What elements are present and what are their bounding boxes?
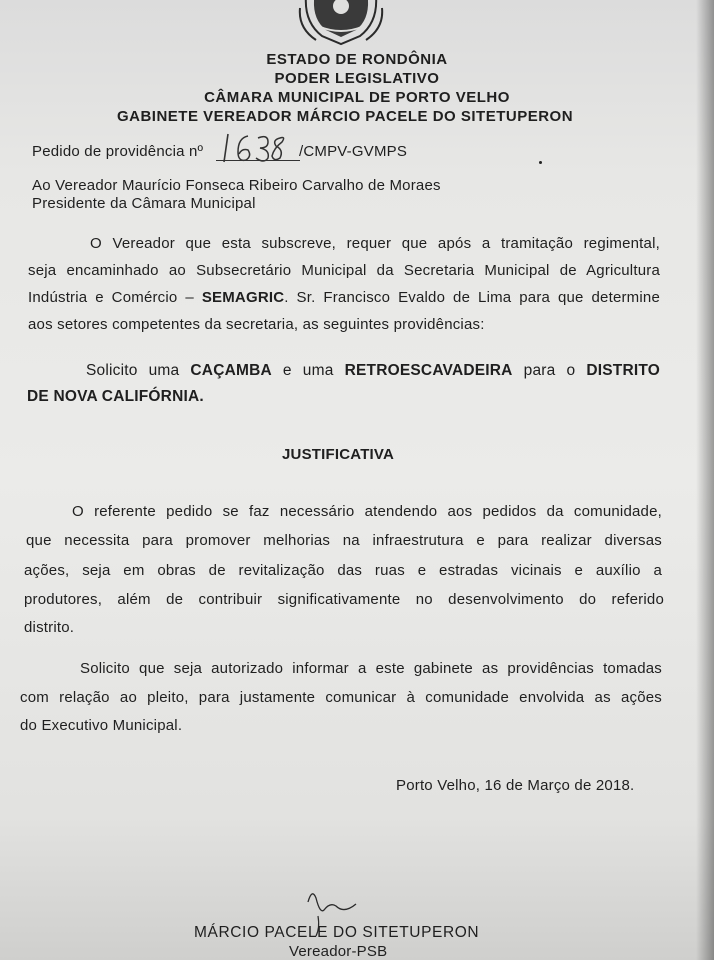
- page-edge-shadow: [696, 0, 714, 960]
- coat-of-arms-icon: [296, 0, 386, 48]
- header-chamber: CÂMARA MUNICIPAL DE PORTO VELHO: [204, 89, 510, 106]
- addressee-name: Ao Vereador Maurício Fonseca Ribeiro Carvalho de Moraes: [32, 177, 441, 194]
- request-line-1: Solicito uma CAÇAMBA e uma RETROESCAVADEIRA para o DISTRITO: [86, 362, 660, 379]
- justification-line-1: O referente pedido se faz necessário atendendo aos pedidos da comunidade,: [72, 503, 662, 520]
- reference-number-handwritten: [214, 126, 304, 168]
- reference-label: Pedido de providência nº: [32, 143, 204, 160]
- intro-line-1: O Vereador que esta subscreve, requer que após a tramitação regimental,: [90, 235, 660, 252]
- header-power: PODER LEGISLATIVO: [274, 70, 440, 87]
- justification-line-7: com relação ao pleito, para justamente comunicar à comunidade envolvida as ações: [20, 689, 662, 706]
- header-office: GABINETE VEREADOR MÁRCIO PACELE DO SITETUPERON: [116, 108, 574, 125]
- signatory-name: MÁRCIO PACELE DO SITETUPERON: [194, 924, 480, 941]
- svg-text:1638: 1638: [259, 166, 262, 167]
- intro-line-2: seja encaminhado ao Subsecretário Municipal da Secretaria Municipal de Agricultura: [28, 262, 660, 279]
- justification-line-8: do Executivo Municipal.: [20, 717, 183, 734]
- ink-dot: [539, 161, 542, 164]
- justification-line-4: produtores, além de contribuir significativamente no desenvolvimento do referido: [24, 591, 664, 608]
- intro-line-3: Indústria e Comércio – SEMAGRIC. Sr. Francisco Evaldo de Lima para que determine: [28, 289, 660, 306]
- place-and-date: Porto Velho, 16 de Março de 2018.: [396, 777, 635, 794]
- justification-title: JUSTIFICATIVA: [282, 446, 395, 463]
- justification-line-2: que necessita para promover melhorias na infraestrutura e para realizar diversas: [26, 532, 662, 549]
- justification-line-3: ações, seja em obras de revitalização das ruas e estradas vicinais e auxílio a: [24, 562, 662, 579]
- signatory-role: Vereador-PSB: [289, 943, 388, 960]
- request-line-2: DE NOVA CALIFÓRNIA.: [27, 388, 204, 405]
- header-state: ESTADO DE RONDÔNIA: [266, 51, 448, 68]
- reference-suffix: /CMPV-GVMPS: [299, 143, 408, 160]
- justification-line-6: Solicito que seja autorizado informar a este gabinete as providências tomadas: [80, 660, 662, 677]
- addressee-role: Presidente da Câmara Municipal: [32, 195, 256, 212]
- reference-underline: [216, 160, 300, 161]
- justification-line-5: distrito.: [24, 619, 75, 636]
- intro-line-4: aos setores competentes da secretaria, as seguintes providências:: [28, 316, 485, 333]
